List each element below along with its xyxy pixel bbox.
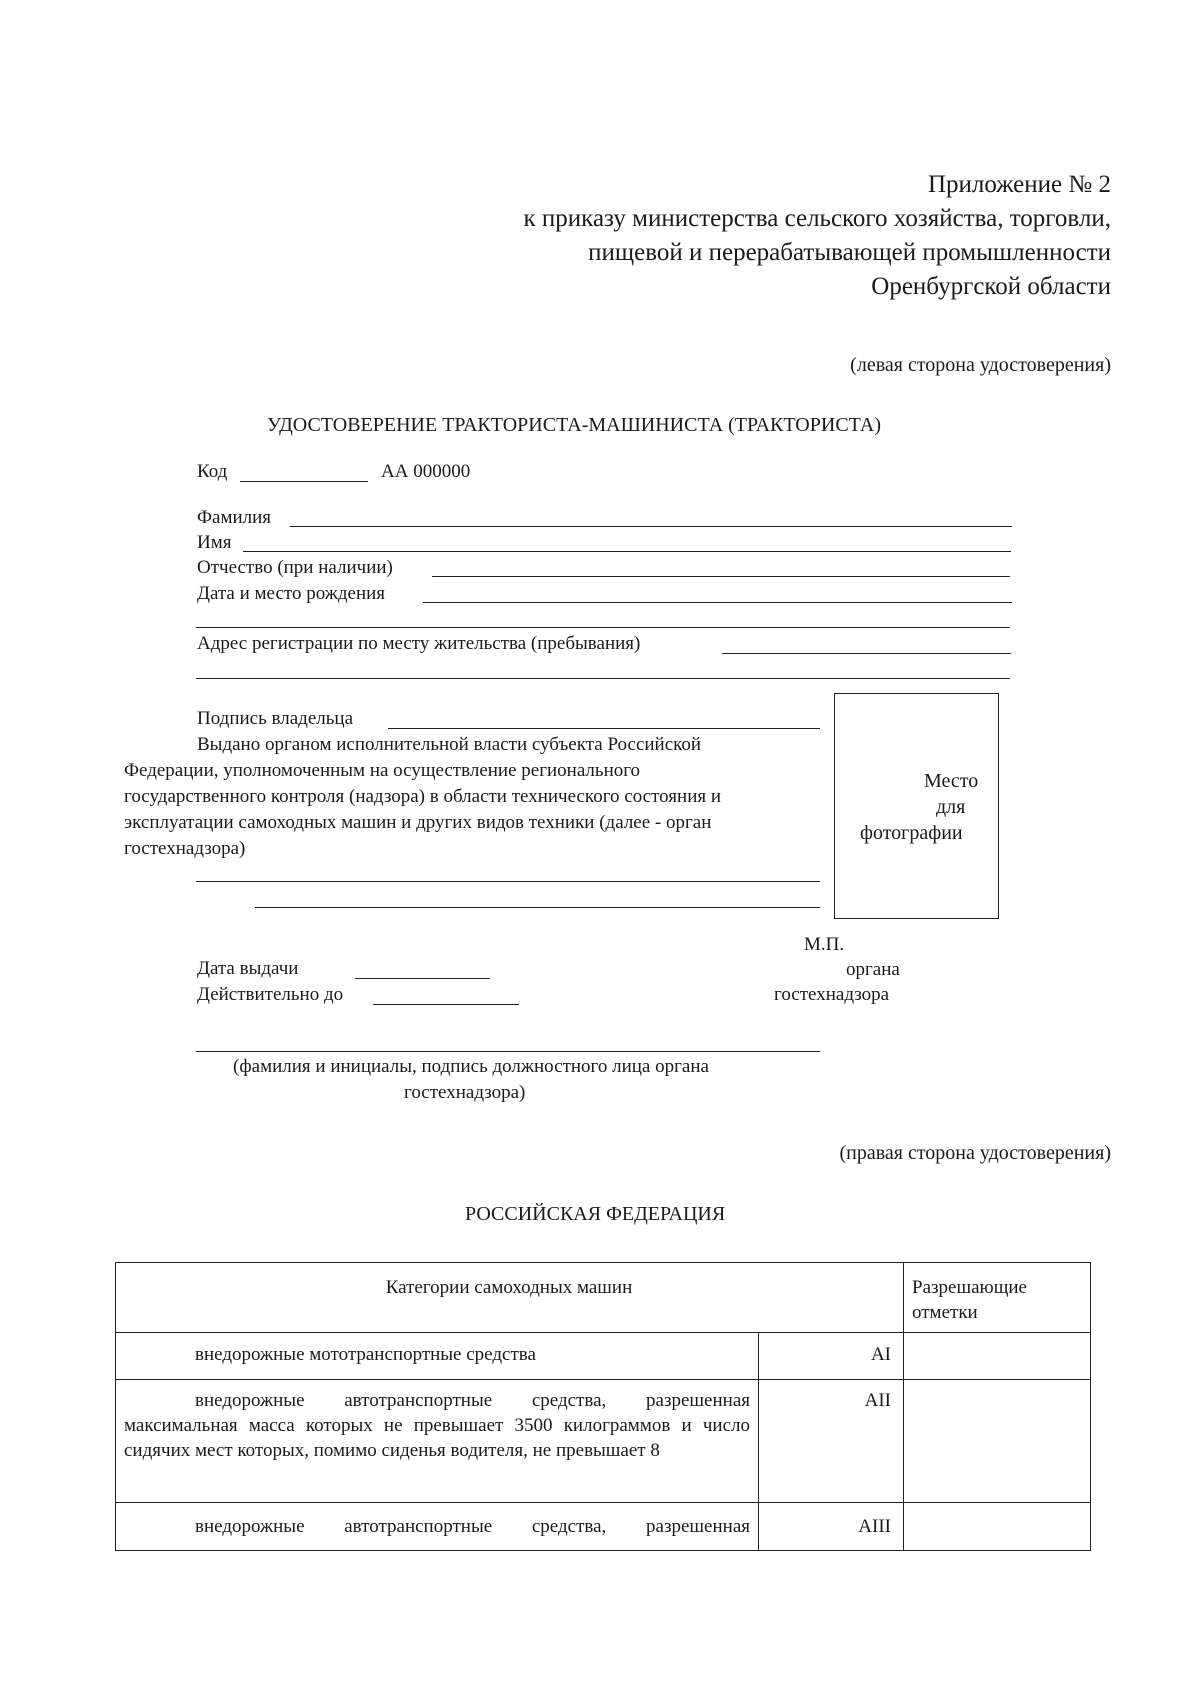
table-row-2-code: AII xyxy=(864,1390,891,1411)
stamp-gostekhnadzor: гостехнадзора xyxy=(774,984,890,1005)
name-label: Имя xyxy=(197,532,232,553)
photo-caption xyxy=(848,768,988,846)
country-title: РОССИЙСКАЯ ФЕДЕРАЦИЯ xyxy=(465,1203,726,1225)
table-row-1-code: AI xyxy=(870,1344,891,1365)
issued-by-line-3: государственного контроля (надзора) в области технического состояния и xyxy=(124,786,722,807)
code-value: АА 000000 xyxy=(381,461,471,482)
address-label: Адрес регистрации по месту жительства (пребывания) xyxy=(197,633,641,654)
birth-line xyxy=(423,602,1012,603)
issue-date-line xyxy=(355,978,490,979)
table-row-2-description: внедорожные автотранспортные средства, разрешенная максимальная масса которых не превышает 3500 килограммов и число сидячих мест которых, помимо сиденья водителя, не превышает 8 xyxy=(124,1390,750,1461)
address-extra-line xyxy=(196,678,1010,679)
table-header-bottom xyxy=(115,1332,1091,1333)
table-row-1-description: внедорожные мототранспортные средства xyxy=(195,1344,536,1365)
left-side-note: (левая сторона удостоверения) xyxy=(850,354,1111,376)
birth-extra-line xyxy=(196,627,1010,628)
patronymic-label: Отчество (при наличии) xyxy=(197,557,393,578)
region-line: Оренбургской области xyxy=(871,273,1111,300)
table-header-marks-2: отметки xyxy=(912,1302,978,1323)
table-header-marks-1: Разрешающие xyxy=(912,1277,1027,1298)
birth-label: Дата и место рождения xyxy=(197,583,386,604)
issue-date-label: Дата выдачи xyxy=(197,958,299,979)
issued-by-line-2: Федерации, уполномоченным на осуществление регионального xyxy=(124,760,641,781)
issuer-line-2 xyxy=(255,907,820,908)
issued-by-line-1: Выдано органом исполнительной власти субъекта Российской xyxy=(197,734,702,755)
issued-by-line-5: гостехнадзора) xyxy=(124,838,246,859)
issued-by-line-4: эксплуатации самоходных машин и других видов техники (далее - орган xyxy=(124,812,712,833)
table-border-left xyxy=(115,1262,116,1551)
appendix-number: Приложение № 2 xyxy=(927,171,1111,198)
owner-signature-label: Подпись владельца xyxy=(197,708,354,729)
order-reference: к приказу министерства сельского хозяйства, торговли, xyxy=(523,205,1111,232)
official-caption-line-2: гостехнадзора) xyxy=(404,1082,526,1103)
table-row-3-code: AIII xyxy=(858,1516,891,1537)
table-row1-bottom xyxy=(115,1379,1091,1380)
table-border-bottom xyxy=(115,1550,1091,1551)
code-blank-line xyxy=(240,481,368,482)
certificate-title: УДОСТОВЕРЕНИЕ ТРАКТОРИСТА-МАШИНИСТА (ТРАКТОРИСТА) xyxy=(267,414,881,436)
categories-table xyxy=(115,1262,1091,1551)
official-caption-line-1: (фамилия и инициалы, подпись должностного лица органа xyxy=(233,1056,709,1077)
valid-until-line xyxy=(373,1004,519,1005)
valid-until-label: Действительно до xyxy=(197,984,344,1005)
surname-line xyxy=(290,526,1012,527)
table-row-3-description: внедорожные автотранспортные средства, разрешенная xyxy=(195,1516,750,1537)
address-line xyxy=(722,653,1011,654)
stamp-mp: М.П. xyxy=(804,934,845,955)
code-label: Код xyxy=(197,461,228,482)
issuer-line-1 xyxy=(196,881,820,882)
owner-signature-line xyxy=(388,728,820,729)
surname-label: Фамилия xyxy=(197,507,272,528)
table-header-categories: Категории самоходных машин xyxy=(385,1277,633,1298)
table-marks-divider xyxy=(903,1262,904,1551)
table-border-right xyxy=(1090,1262,1091,1551)
name-line xyxy=(243,551,1011,552)
official-signature-line xyxy=(196,1051,820,1052)
table-row2-bottom xyxy=(115,1502,1091,1503)
table-border-top xyxy=(115,1262,1091,1263)
ministry-line: пищевой и перерабатывающей промышленности xyxy=(588,239,1111,266)
photo-caption-line-2: для xyxy=(936,796,966,818)
stamp-organ: органа xyxy=(846,959,900,980)
photo-caption-line-3: фотографии xyxy=(860,822,963,844)
patronymic-line xyxy=(432,576,1010,577)
photo-caption-line-1: Место xyxy=(924,770,979,792)
right-side-note: (правая сторона удостоверения) xyxy=(839,1142,1111,1164)
